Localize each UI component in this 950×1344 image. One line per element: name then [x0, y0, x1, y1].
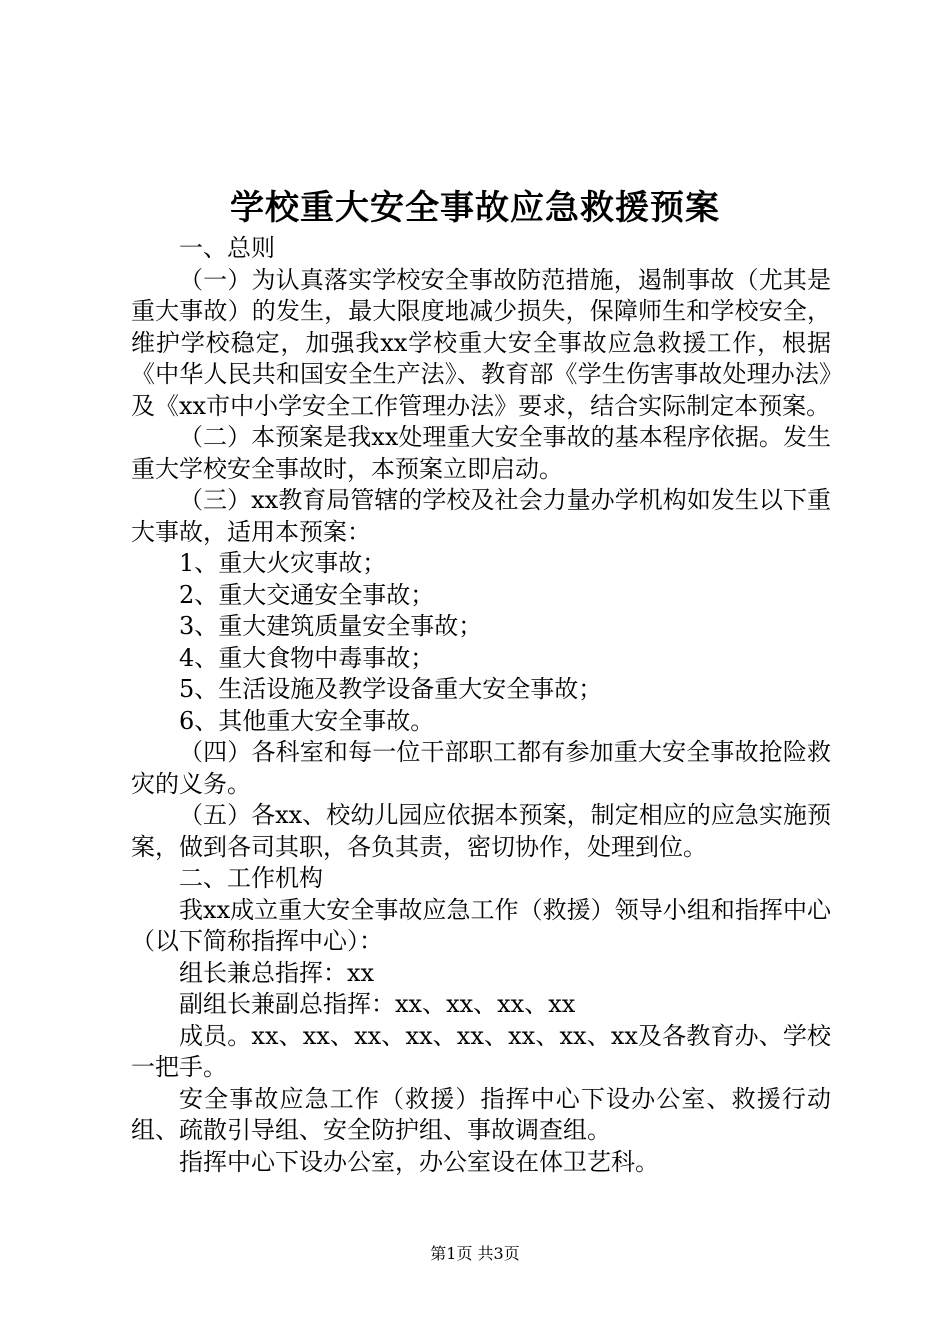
paragraph-groups: 安全事故应急工作（救援）指挥中心下设办公室、救援行动组、疏散引导组、安全防护组、事故调查组。 [131, 1084, 831, 1144]
list-item: 2、重大交通安全事故； [179, 580, 435, 609]
page-number: 第1页 共3页 [430, 1244, 520, 1263]
paragraph-deputy-leader: 副组长兼副总指挥：xx、xx、xx、xx [179, 990, 576, 1018]
paragraph-implementation: （五）各xx、校幼儿园应依据本预案，制定相应的应急实施预案，做到各司其职，各负其责，密切协作，处理到位。 [131, 801, 831, 861]
document-title: 学校重大安全事故应急救援预案 [230, 188, 720, 228]
list-item: 4、重大食物中毒事故； [179, 643, 435, 672]
paragraph-purpose: （一）为认真落实学校安全事故防范措施，遏制事故（尤其是重大事故）的发生，最大限度地减少损失，保障师生和学校安全，维护学校稳定，加强我xx学校重大安全事故应急救援工作，根据《中华人民共和国安全生产法》、教育部《学生伤害事故处理办法》及《xx市中小学安全工作管理办法》要求，结合实际制定本预案。 [131, 265, 831, 420]
section-heading-organization: 二、工作机构 [179, 864, 323, 892]
paragraph-members: 成员。xx、xx、xx、xx、xx、xx、xx、xx及各教育办、学校一把手。 [131, 1021, 831, 1081]
list-item: 3、重大建筑质量安全事故； [179, 612, 483, 640]
document-body [131, 233, 831, 1178]
list-item: 6、其他重大安全事故。 [179, 706, 435, 735]
paragraph-duty: （四）各科室和每一位干部职工都有参加重大安全事故抢险救灾的义务。 [131, 738, 831, 798]
paragraph-leader: 组长兼总指挥：xx [179, 958, 375, 987]
list-item: 5、生活设施及教学设备重大安全事故； [179, 675, 603, 703]
list-item: 1、重大火灾事故； [179, 549, 387, 577]
paragraph-command-center: 我xx成立重大安全事故应急工作（救援）领导小组和指挥中心（以下简称指挥中心）： [131, 895, 831, 955]
paragraph-basis: （二）本预案是我xx处理重大安全事故的基本程序依据。发生重大学校安全事故时，本预案立即启动。 [131, 423, 831, 483]
paragraph-scope: （三）xx教育局管辖的学校及社会力量办学机构如发生以下重大事故，适用本预案： [131, 486, 831, 546]
paragraph-office: 指挥中心下设办公室，办公室设在体卫艺科。 [179, 1147, 659, 1176]
section-heading-general: 一、总则 [179, 234, 275, 262]
